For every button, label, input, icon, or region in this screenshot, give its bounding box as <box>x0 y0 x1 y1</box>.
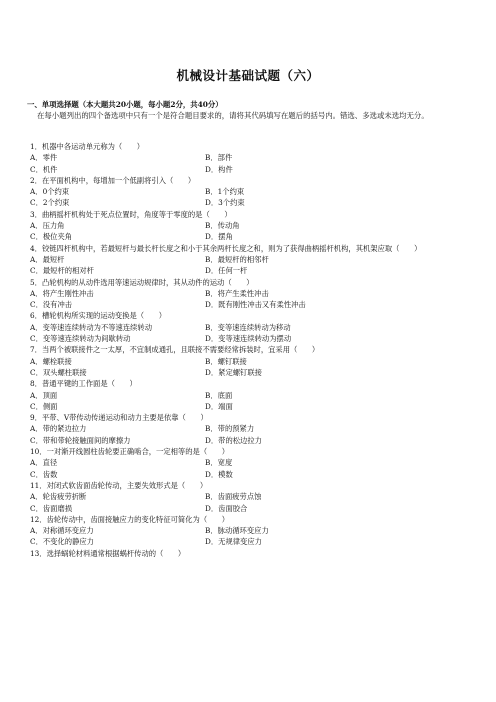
answer-option: C．机件 <box>30 164 58 174</box>
option-row <box>30 401 480 412</box>
answer-option: C．2个约束 <box>30 198 70 208</box>
answer-option: D．任何一杆 <box>205 266 248 276</box>
answer-option: C．没有冲击 <box>30 300 73 310</box>
answer-option: B．宽度 <box>205 458 233 468</box>
question-stem: 9．平带、V带传动传递运动和动力主要是依靠（ ） <box>30 413 208 423</box>
answer-option: A．直径 <box>30 458 58 468</box>
question-stem: 12．齿轮传动中，齿面接触应力的变化特征可简化为（ ） <box>30 514 230 524</box>
option-row <box>30 254 480 265</box>
option-row <box>30 152 480 163</box>
option-row <box>30 491 480 502</box>
answer-option: A．螺栓联接 <box>30 356 72 366</box>
answer-option: A．0个约束 <box>30 187 70 197</box>
question-item <box>30 480 480 514</box>
option-row <box>30 503 480 514</box>
answer-option: A．顶面 <box>30 390 58 400</box>
question-item <box>30 175 480 209</box>
question-stem: 6．槽轮机构所实现的运动变换是（ ） <box>30 311 166 321</box>
option-row <box>30 288 480 299</box>
question-list <box>30 141 480 559</box>
option-row <box>30 525 480 536</box>
question-stem: 1．机器中各运动单元称为（ ） <box>30 142 145 151</box>
answer-option: A．将产生刚性冲击 <box>30 288 94 298</box>
question-item <box>30 277 480 311</box>
answer-option: D．模数 <box>205 469 233 479</box>
answer-option: B．带的预紧力 <box>205 424 255 434</box>
question-item <box>30 378 480 412</box>
answer-option: C．不变化的静应力 <box>30 537 94 547</box>
question-stem: 13．选择蜗轮材料通常根据蜗杆传动的（ ） <box>30 548 186 558</box>
option-row <box>30 265 480 276</box>
question-stem: 7．当两个被联接件之一太厚，不宜制成通孔，且联接不需要经常拆装时，宜采用（ ） <box>30 345 320 355</box>
option-row <box>30 231 480 242</box>
question-item <box>30 141 480 175</box>
answer-option: B．脉动循环变应力 <box>205 526 269 536</box>
question-item <box>30 412 480 446</box>
option-row <box>30 299 480 310</box>
answer-option: B．变等速连续转动为移动 <box>205 322 291 332</box>
option-row <box>30 197 480 208</box>
answer-option: D．带的松边拉力 <box>205 435 262 445</box>
question-stem: 2．在平面机构中，每增加一个低副将引入（ ） <box>30 175 196 185</box>
answer-option: A．对称循环变应力 <box>30 526 94 536</box>
answer-option: C．齿面磨损 <box>30 503 73 513</box>
answer-option: A．零件 <box>30 153 58 163</box>
section-heading: 一、单项选择题（本大题共20小题，每小题2分，共40分） <box>27 100 223 109</box>
question-stem: 5．凸轮机构的从动件选用等速运动规律时，其从动件的运动（ ） <box>30 277 254 287</box>
option-row <box>30 423 480 434</box>
option-row <box>30 164 480 175</box>
answer-option: D．紧定螺钉联接 <box>205 367 262 377</box>
question-item <box>30 209 480 243</box>
answer-option: B．最短杆的相邻杆 <box>205 254 269 264</box>
answer-option: B．传动角 <box>205 221 240 231</box>
answer-option: B．螺钉联接 <box>205 356 247 366</box>
option-row <box>30 333 480 344</box>
question-stem: 10．一对渐开线圆柱齿轮要正确啮合，一定相等的是（ ） <box>30 447 230 457</box>
answer-option: C．齿数 <box>30 469 58 479</box>
answer-option: B．齿面疲劳点蚀 <box>205 492 262 502</box>
option-row <box>30 390 480 401</box>
answer-option: C．带和带轮接触面间的摩擦力 <box>30 435 131 445</box>
question-item <box>30 514 480 548</box>
answer-option: D．既有刚性冲击又有柔性冲击 <box>205 300 306 310</box>
answer-option: D．无规律变应力 <box>205 537 262 547</box>
question-item <box>30 243 480 277</box>
answer-option: C．最短杆的相对杆 <box>30 266 94 276</box>
answer-option: D．变等速连续转动为摆动 <box>205 334 292 344</box>
option-row <box>30 322 480 333</box>
option-row <box>30 186 480 197</box>
option-row <box>30 356 480 367</box>
question-item <box>30 344 480 378</box>
option-row <box>30 457 480 468</box>
answer-option: C．双头螺柱联接 <box>30 367 87 377</box>
question-item <box>30 548 480 559</box>
answer-option: A．最短杆 <box>30 254 65 264</box>
answer-option: D．摆角 <box>205 232 233 242</box>
answer-option: B．将产生柔性冲击 <box>205 288 269 298</box>
question-stem: 3．曲柄摇杆机构处于死点位置时，角度等于零度的是（ ） <box>30 209 232 219</box>
answer-option: A．带的紧边拉力 <box>30 424 87 434</box>
answer-option: C．极位夹角 <box>30 232 73 242</box>
answer-option: A．压力角 <box>30 221 65 231</box>
option-row <box>30 469 480 480</box>
answer-option: C．侧面 <box>30 401 58 411</box>
option-row <box>30 367 480 378</box>
answer-option: C．变等速连续转动为间歇转动 <box>30 334 131 344</box>
question-stem: 11．对闭式软齿面齿轮传动，主要失效形式是（ ） <box>30 480 208 490</box>
answer-option: D．端面 <box>205 401 233 411</box>
option-row <box>30 220 480 231</box>
section-instructions: 在每小题列出的四个备选项中只有一个是符合题目要求的，请将其代码填写在题后的括号内。错选、多选或未选均无分。 <box>37 111 429 120</box>
answer-option: D．3个约束 <box>205 198 245 208</box>
answer-option: B．部件 <box>205 153 233 163</box>
question-item <box>30 446 480 480</box>
answer-option: B．底面 <box>205 390 233 400</box>
question-item <box>30 310 480 344</box>
answer-option: A．轮齿疲劳折断 <box>30 492 87 502</box>
option-row <box>30 435 480 446</box>
question-stem: 4．铰链四杆机构中，若最短杆与最长杆长度之和小于其余两杆长度之和，则为了获得曲柄摇杆机构，其机架应取（ ） <box>30 243 422 253</box>
answer-option: D．齿面胶合 <box>205 503 248 513</box>
page-title: 机械设计基础试题（六） <box>176 68 320 83</box>
question-stem: 8．普通平键的工作面是（ ） <box>30 379 137 389</box>
option-row <box>30 536 480 547</box>
answer-option: A．变等速连续转动为不等速连续转动 <box>30 322 153 332</box>
answer-option: B．1个约束 <box>205 187 245 197</box>
answer-option: D．构件 <box>205 164 233 174</box>
